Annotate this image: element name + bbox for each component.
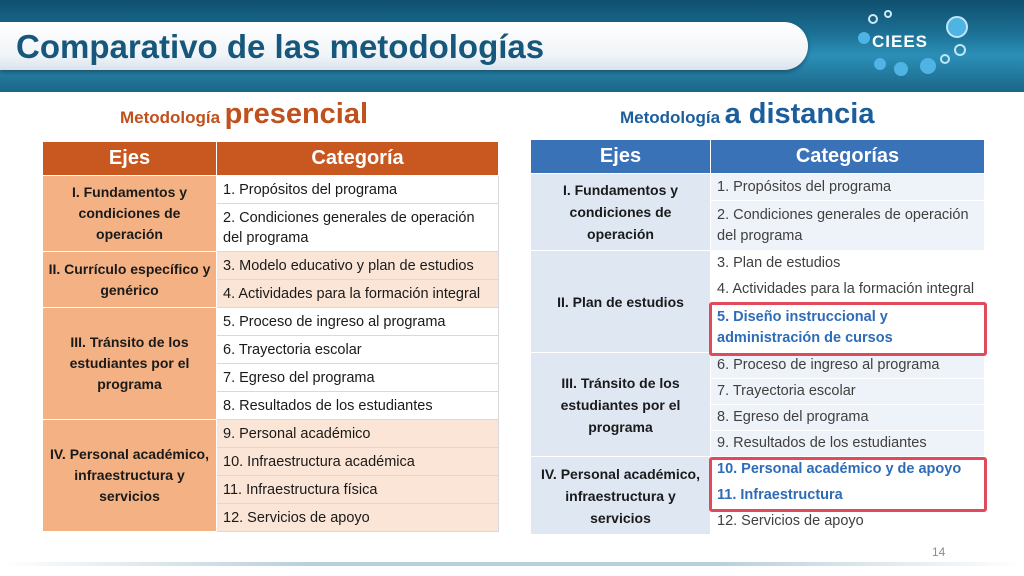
logo-bubble-icon [940, 54, 950, 64]
page-number: 14 [932, 545, 946, 559]
logo-bubble-icon [884, 10, 892, 18]
categoria-cell: 1. Propósitos del programa [217, 176, 499, 204]
categoria-cell: 11. Infraestructura física [217, 476, 499, 504]
categoria-cell: 10. Infraestructura académica [217, 448, 499, 476]
categoria-cell: 8. Resultados de los estudiantes [217, 392, 499, 420]
categoria-cell: 6. Trayectoria escolar [217, 336, 499, 364]
slide-title: Comparativo de las metodologías [16, 28, 545, 65]
logo-text: CIEES [872, 32, 929, 51]
categoria-cell: 4. Actividades para la formación integral [711, 277, 985, 303]
categoria-cell: 7. Trayectoria escolar [711, 379, 985, 405]
highlight-box [709, 302, 987, 356]
header-categoria: Categoría [217, 142, 499, 176]
categoria-cell: 6. Proceso de ingreso al programa [711, 353, 985, 379]
categoria-cell-highlighted: 5. Diseño instruccional y administración de cursos [711, 303, 985, 353]
subtitle-presencial [120, 98, 368, 131]
subtitle-small: Metodología [120, 108, 221, 127]
categoria-cell: 1. Propósitos del programa [711, 174, 985, 201]
eje-cell: III. Tránsito de los estudiantes por el programa [531, 353, 711, 457]
categoria-cell: 12. Servicios de apoyo [217, 504, 499, 532]
eje-cell: II. Plan de estudios [531, 251, 711, 353]
footer-line [0, 562, 1024, 566]
ciees-logo [850, 10, 980, 80]
categoria-cell: 9. Resultados de los estudiantes [711, 431, 985, 457]
logo-bubble-icon [954, 44, 966, 56]
subtitle-big: presencial [224, 98, 369, 130]
subtitle-big: a distancia [724, 98, 875, 130]
header-categorias: Categorías [711, 140, 985, 174]
logo-bubble-icon [920, 58, 936, 74]
eje-cell: III. Tránsito de los estudiantes por el programa [43, 308, 217, 420]
eje-cell: II. Currículo específico y genérico [43, 252, 217, 308]
categoria-cell: 9. Personal académico [217, 420, 499, 448]
categoria-cell: 4. Actividades para la formación integral [217, 280, 499, 308]
categoria-cell-highlighted: 11. Infraestructura [711, 483, 985, 509]
eje-cell: IV. Personal académico, infraestructura y servicios [531, 457, 711, 535]
logo-bubble-icon [894, 62, 908, 76]
logo-bubble-icon [946, 16, 968, 38]
categoria-cell: 12. Servicios de apoyo [711, 509, 985, 535]
eje-cell: IV. Personal académico, infraestructura y servicios [43, 420, 217, 532]
header-ejes: Ejes [531, 140, 711, 174]
subtitle-distancia [620, 98, 874, 131]
eje-cell: I. Fundamentos y condiciones de operación [531, 174, 711, 251]
logo-bubble-icon [858, 32, 870, 44]
categoria-cell: 2. Condiciones generales de operación del programa [217, 204, 499, 252]
table-presencial [42, 141, 499, 532]
eje-cell: I. Fundamentos y condiciones de operación [43, 176, 217, 252]
logo-bubble-icon [874, 58, 886, 70]
categoria-cell: 5. Proceso de ingreso al programa [217, 308, 499, 336]
categoria-cell-highlighted: 10. Personal académico y de apoyo [711, 457, 985, 483]
highlight-box [709, 457, 987, 512]
categoria-cell: 3. Modelo educativo y plan de estudios [217, 252, 499, 280]
categoria-cell: 7. Egreso del programa [217, 364, 499, 392]
categoria-cell: 8. Egreso del programa [711, 405, 985, 431]
header-ejes: Ejes [43, 142, 217, 176]
logo-bubble-icon [868, 14, 878, 24]
categoria-cell: 3. Plan de estudios [711, 251, 985, 277]
categoria-cell: 2. Condiciones generales de operación del programa [711, 201, 985, 251]
subtitle-small: Metodología [620, 108, 721, 127]
